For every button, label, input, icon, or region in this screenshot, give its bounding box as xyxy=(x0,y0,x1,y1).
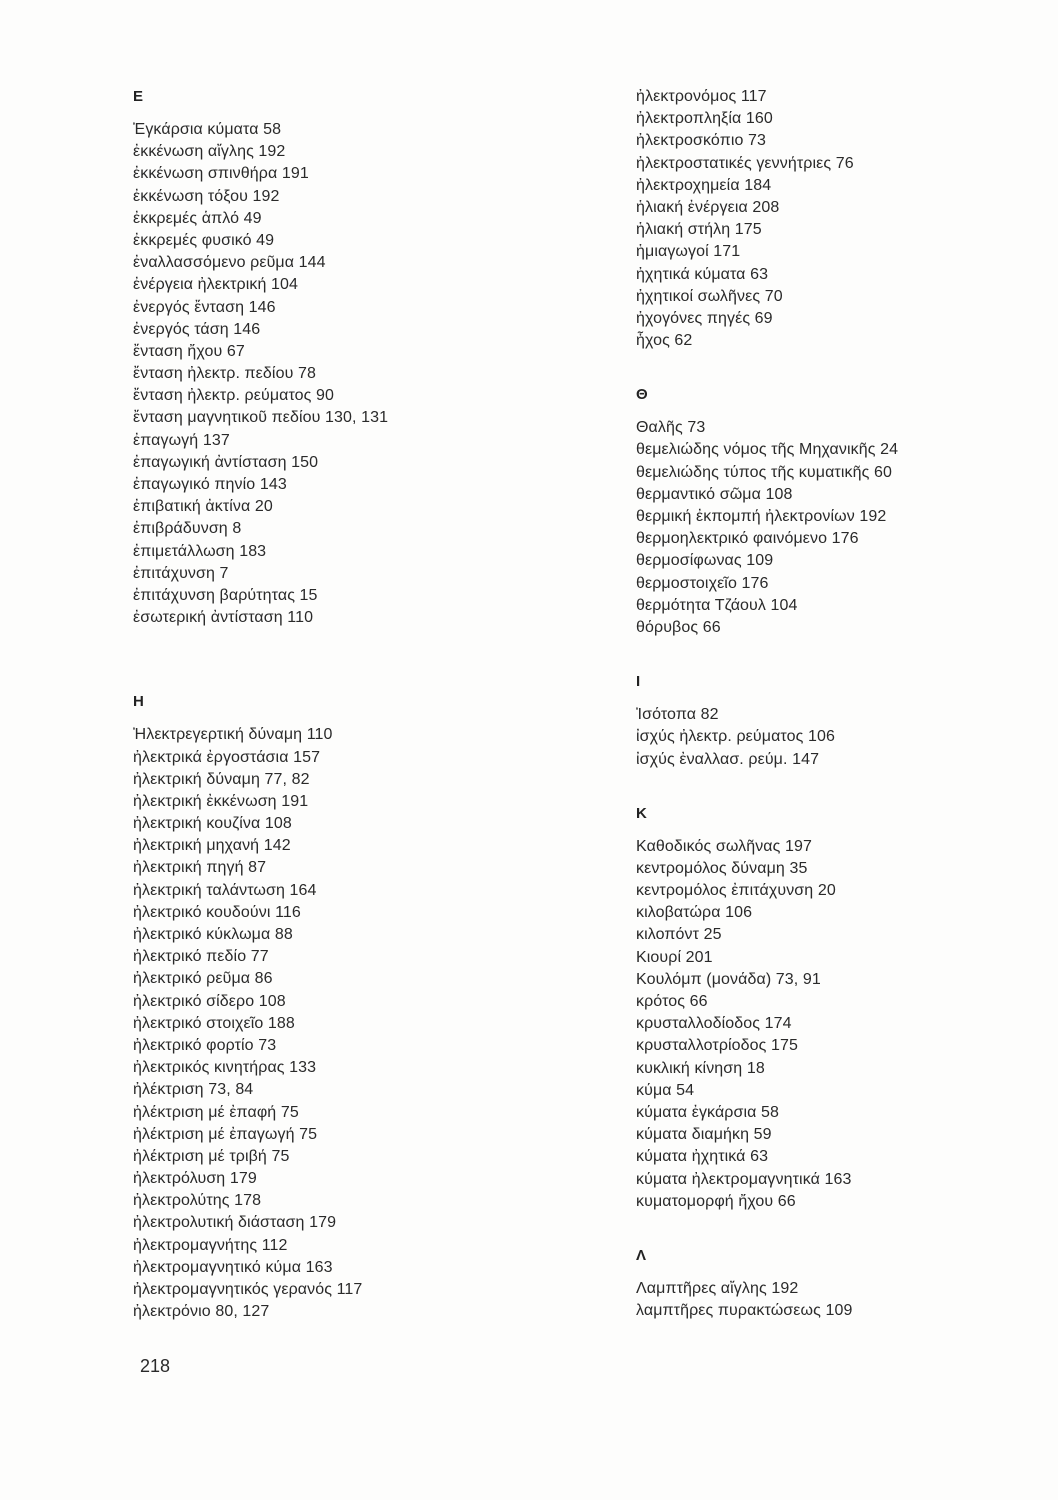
index-entry: ἠλεκτρολύτης 178 xyxy=(133,1192,262,1210)
index-entry: κύματα ἠλεκτρομαγνητικά 163 xyxy=(636,1170,852,1188)
section-spacer xyxy=(133,629,513,691)
index-entry: θερμότητα Τζάουλ 104 xyxy=(636,596,798,614)
index-entry: κρότος 66 xyxy=(636,993,708,1010)
index-entry: ἐπιβράδυνση 8 xyxy=(133,520,242,538)
index-entry: ἐκκένωση αἴγλης 192 xyxy=(133,143,286,161)
index-entry: Κουλόμπ (μονάδα) 73, 91 xyxy=(636,970,821,988)
index-entry: ἰσχύς ἠλεκτρ. ρεύματος 106 xyxy=(636,728,835,746)
index-entry: ἐπαγωγικό πηνίο 143 xyxy=(133,476,287,493)
index-entry: ἔνταση μαγνητικοῦ πεδίου 130, 131 xyxy=(133,409,389,427)
index-section-lambda xyxy=(636,1245,1016,1322)
index-entry: κύματα διαμήκη 59 xyxy=(636,1126,772,1144)
index-entry: θεμελιώδης τύπος τῆς κυματικῆς 60 xyxy=(636,463,892,481)
index-entry: Θαλῆς 73 xyxy=(636,419,706,437)
index-entry: ἐνέργεια ἠλεκτρική 104 xyxy=(133,276,298,294)
index-entry: ἠλεκτροχημεία 184 xyxy=(636,176,772,194)
section-letter-heading: Θ xyxy=(636,386,648,404)
index-entry: ἠλεκτρονόμος 117 xyxy=(636,88,767,105)
index-entry: θερμοστοιχεῖο 176 xyxy=(636,574,769,592)
index-entry: ἐναλλασσόμενο ρεῦμα 144 xyxy=(133,254,326,272)
index-entry: κρυσταλλοδίοδος 174 xyxy=(636,1015,792,1033)
index-entry: ἠλεκτρική ἐκκένωση 191 xyxy=(133,792,309,810)
index-entry: ἦχος 62 xyxy=(636,332,693,350)
index-entry: ἐκκένωση σπινθήρα 191 xyxy=(133,165,309,183)
section-spacer xyxy=(636,1213,1016,1245)
index-entry: ἐπιβατική ἀκτίνα 20 xyxy=(133,498,273,516)
index-entry: κιλοπόντ 25 xyxy=(636,926,722,944)
section-letter-heading: Λ xyxy=(636,1246,647,1264)
index-entry: ἠλεκτροσκόπιο 73 xyxy=(636,132,767,150)
index-section-kappa xyxy=(636,803,1016,1213)
index-entry: ἐκκρεμές ἁπλό 49 xyxy=(133,209,262,227)
index-entry: ἠχητικοί σωλῆνες 70 xyxy=(636,287,783,305)
index-entry: ἐπιτάχυνση 7 xyxy=(133,564,229,582)
index-entry: ἠλεκτρομαγνητικός γερανός 117 xyxy=(133,1281,363,1298)
index-entry: ἠλεκτρικός κινητήρας 133 xyxy=(133,1059,317,1077)
index-entry: ἐπιμετάλλωση 183 xyxy=(133,542,267,560)
index-entry: ἠλεκτροστατικές γεννήτριες 76 xyxy=(636,154,854,172)
section-letter-heading: Η xyxy=(133,693,144,711)
index-entry: ἠλέκτριση μέ ἐπαφή 75 xyxy=(133,1103,299,1121)
index-entry: ἠλέκτριση 73, 84 xyxy=(133,1081,254,1099)
index-entry: ἐσωτερική ἀντίσταση 110 xyxy=(133,609,314,627)
index-entry: ἐκκένωση τόξου 192 xyxy=(133,187,280,205)
index-entry: Ἰσότοπα 82 xyxy=(636,706,719,724)
index-entry: ἠλεκτρικό κουδούνι 116 xyxy=(133,903,301,921)
index-entry: ἐπαγωγική ἀντίσταση 150 xyxy=(133,453,319,471)
index-entry: ἰσχύς ἐναλλασ. ρεύμ. 147 xyxy=(636,750,820,768)
index-entry: ἠλεκτρικό στοιχεῖο 188 xyxy=(133,1014,295,1032)
index-entry: κυκλική κίνηση 18 xyxy=(636,1059,765,1077)
index-entry: ἠλέκτριση μέ ἐπαγωγή 75 xyxy=(133,1125,318,1143)
index-entry: κύματα ἠχητικά 63 xyxy=(636,1148,769,1166)
index-entry: ἔνταση ἤχου 67 xyxy=(133,342,245,360)
section-letter-heading: Κ xyxy=(636,804,647,822)
index-entry: κύμα 54 xyxy=(636,1081,695,1099)
index-entry: θερμοηλεκτρικό φαινόμενο 176 xyxy=(636,530,859,548)
index-entry: Λαμπτῆρες αἴγλης 192 xyxy=(636,1279,799,1297)
index-entry: ἠλεκτρικό σίδερο 108 xyxy=(133,992,286,1010)
index-entry: κεντρομόλος ἐπιτάχυνση 20 xyxy=(636,882,836,900)
index-section-epsilon xyxy=(133,86,513,629)
index-entry: Κιουρί 201 xyxy=(636,948,713,966)
index-entry: ἐπιτάχυνση βαρύτητας 15 xyxy=(133,586,318,604)
index-entry: ἔνταση ἠλεκτρ. ρεύματος 90 xyxy=(133,387,335,405)
index-entry: ἠλεκτρική δύναμη 77, 82 xyxy=(133,770,310,788)
index-entry: ἠλεκτρικό φορτίο 73 xyxy=(133,1036,277,1054)
index-entry: ἐπαγωγή 137 xyxy=(133,431,230,449)
index-entry: Ἠλεκτρεγερτική δύναμη 110 xyxy=(133,726,333,744)
index-entry: θεμελιώδης νόμος τῆς Μηχανικῆς 24 xyxy=(636,441,899,459)
index-entry: κυματομορφή ἤχου 66 xyxy=(636,1192,796,1210)
index-entry: θερμαντικό σῶμα 108 xyxy=(636,485,793,503)
page-number: 218 xyxy=(140,1356,171,1376)
index-entry: ἠλέκτριση μέ τριβή 75 xyxy=(133,1147,290,1165)
index-entry: θερμική ἐκπομπή ἠλεκτρονίων 192 xyxy=(636,508,887,525)
index-entry: ἠχογόνες πηγές 69 xyxy=(636,309,773,327)
index-section-theta xyxy=(636,384,1016,639)
index-entry: ἠλεκτροπληξία 160 xyxy=(636,110,773,128)
index-entry: θερμοσίφωνας 109 xyxy=(636,552,774,570)
section-spacer xyxy=(636,352,1016,384)
left-index-column xyxy=(133,86,513,1323)
index-section-eta-continued xyxy=(636,86,1016,352)
index-entry: Ἐγκάρσια κύματα 58 xyxy=(133,121,282,138)
index-entry: κιλοβατώρα 106 xyxy=(636,904,753,922)
index-entry: ἠλεκτρική μηχανή 142 xyxy=(133,837,291,855)
index-entry: ἠλεκτρόλυση 179 xyxy=(133,1170,257,1188)
index-entry: ἠχητικά κύματα 63 xyxy=(636,265,769,283)
index-entry: ἔνταση ἠλεκτρ. πεδίου 78 xyxy=(133,365,316,383)
index-entry: ἐνεργός ἔνταση 146 xyxy=(133,298,276,316)
index-entry: ἠλεκτρόνιο 80, 127 xyxy=(133,1303,270,1321)
index-entry: ἠλεκτρική πηγή 87 xyxy=(133,859,267,877)
index-entry: κρυσταλλοτρίοδος 175 xyxy=(636,1037,799,1055)
index-entry: ἠλεκτρική κουζίνα 108 xyxy=(133,815,292,833)
index-entry: ἠλεκτρικό πεδίο 77 xyxy=(133,948,269,966)
index-entry: κεντρομόλος δύναμη 35 xyxy=(636,859,808,877)
section-spacer xyxy=(636,771,1016,803)
index-entry: ἠλεκτρομαγνήτης 112 xyxy=(133,1236,288,1254)
section-letter-heading: Ι xyxy=(636,673,641,691)
index-entry: ἠλεκτρικά ἐργοστάσια 157 xyxy=(133,748,321,766)
index-entry: κύματα ἐγκάρσια 58 xyxy=(636,1103,780,1121)
index-entry: λαμπτῆρες πυρακτώσεως 109 xyxy=(636,1302,853,1320)
index-entry: ἠλεκτρική ταλάντωση 164 xyxy=(133,881,317,899)
index-section-iota xyxy=(636,671,1016,771)
index-entry: ἠλεκτρομαγνητικό κύμα 163 xyxy=(133,1258,333,1276)
index-entry: θόρυβος 66 xyxy=(636,618,721,636)
index-entry: ἡλιακή ἐνέργεια 208 xyxy=(636,198,780,216)
index-entry: ἡλιακή στήλη 175 xyxy=(636,221,762,239)
index-entry: ἠλεκτρολυτική διάσταση 179 xyxy=(133,1214,337,1232)
index-entry: Καθοδικός σωλῆνας 197 xyxy=(636,837,813,855)
index-entry: ἠλεκτρικό ρεῦμα 86 xyxy=(133,970,273,988)
index-entry: ἐκκρεμές φυσικό 49 xyxy=(133,231,275,249)
right-index-column xyxy=(636,86,1016,1322)
index-section-eta xyxy=(133,691,513,1323)
index-entry: ἐνεργός τάση 146 xyxy=(133,320,261,338)
section-letter-heading: Ε xyxy=(133,88,144,105)
index-entry: ἠλεκτρικό κύκλωμα 88 xyxy=(133,926,293,943)
index-entry: ἡμιαγωγοί 171 xyxy=(636,243,741,261)
section-spacer xyxy=(636,639,1016,671)
